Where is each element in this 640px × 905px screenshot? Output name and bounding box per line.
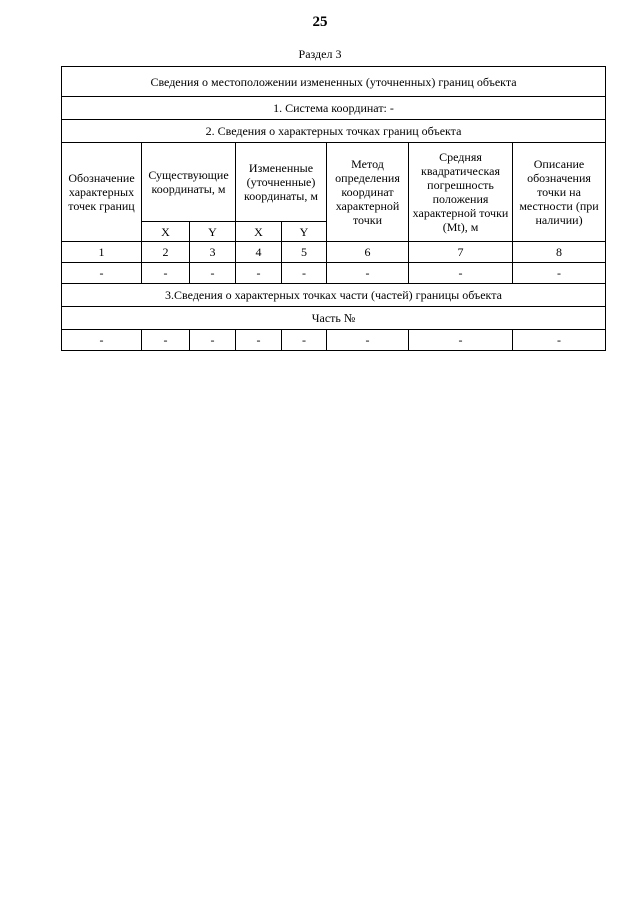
table-row xyxy=(62,263,606,284)
column-number: 8 xyxy=(513,242,606,263)
column-number: 6 xyxy=(327,242,409,263)
table-cell: - xyxy=(236,263,282,284)
table-cell: - xyxy=(190,263,236,284)
header-description: Описание обозначения точки на местности (при наличии) xyxy=(513,143,606,242)
column-number: 4 xyxy=(236,242,282,263)
column-number-row xyxy=(62,242,606,263)
table-cell: - xyxy=(513,330,606,351)
table-title: Сведения о местоположении измененных (уточненных) границ объекта xyxy=(62,67,606,97)
subheader-changed-y: Y xyxy=(282,222,327,242)
column-number: 7 xyxy=(409,242,513,263)
table-cell: - xyxy=(513,263,606,284)
header-existing-coords: Существующие координаты, м xyxy=(142,143,236,222)
table-cell: - xyxy=(142,330,190,351)
header-method: Метод определения координат характерной точки xyxy=(327,143,409,242)
table-cell: - xyxy=(327,263,409,284)
table-cell: - xyxy=(62,330,142,351)
table-cell: - xyxy=(409,263,513,284)
table-cell: - xyxy=(327,330,409,351)
subheader-changed-x: X xyxy=(236,222,282,242)
points-heading-row: 2. Сведения о характерных точках границ объекта xyxy=(62,120,606,143)
table-row xyxy=(62,330,606,351)
table-cell: - xyxy=(62,263,142,284)
table-cell: - xyxy=(409,330,513,351)
parts-heading-row: 3.Сведения о характерных точках части (частей) границы объекта xyxy=(62,284,606,307)
header-error: Средняя квадратическая погрешность положения характерной точки (Mt), м xyxy=(409,143,513,242)
boundary-points-table xyxy=(61,66,606,351)
table-cell: - xyxy=(142,263,190,284)
column-number: 2 xyxy=(142,242,190,263)
page-number: 25 xyxy=(312,14,328,30)
subheader-existing-x: X xyxy=(142,222,190,242)
column-number: 5 xyxy=(282,242,327,263)
table-cell: - xyxy=(282,263,327,284)
section-title: Раздел 3 xyxy=(298,47,342,61)
subheader-existing-y: Y xyxy=(190,222,236,242)
part-label-row: Часть № xyxy=(62,307,606,330)
table-cell: - xyxy=(190,330,236,351)
table-cell: - xyxy=(236,330,282,351)
table-cell: - xyxy=(282,330,327,351)
column-number: 3 xyxy=(190,242,236,263)
header-point-designation: Обозначение характерных точек границ xyxy=(62,143,142,242)
column-number: 1 xyxy=(62,242,142,263)
coord-system-row: 1. Система координат: - xyxy=(62,97,606,120)
header-changed-coords: Измененные (уточненные) координаты, м xyxy=(236,143,327,222)
